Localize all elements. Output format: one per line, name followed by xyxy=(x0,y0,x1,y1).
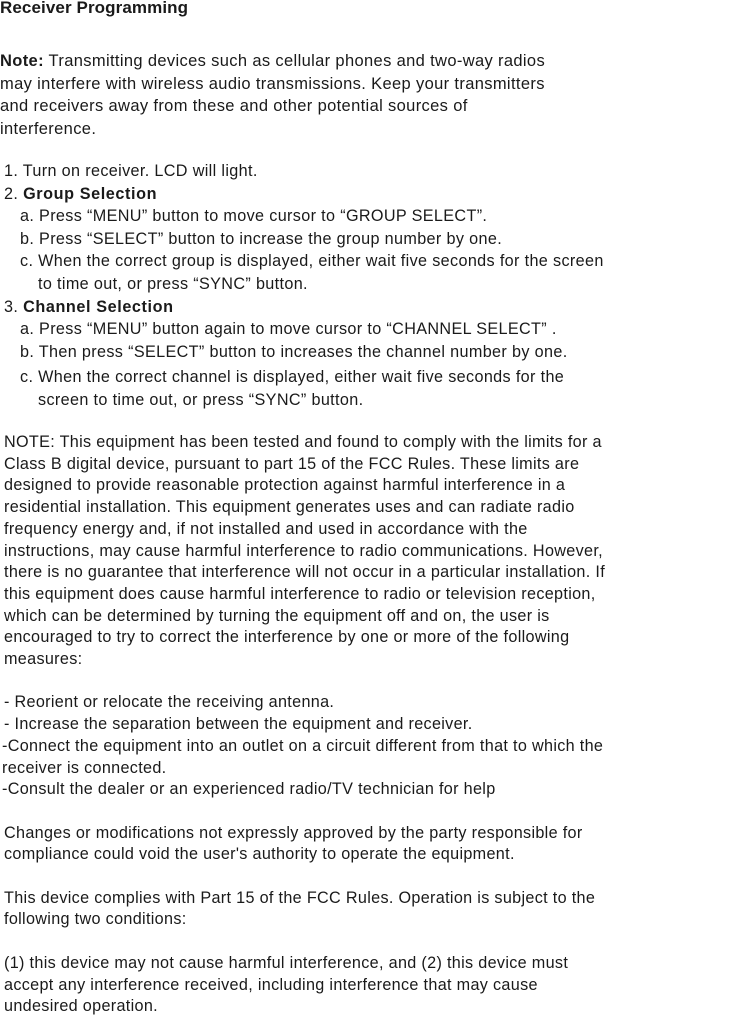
measure-item: -Connect the equipment into an outlet on a circuit different from that to which the xyxy=(2,736,604,755)
measure-item: - Increase the separation between the equipment and receiver. xyxy=(4,715,473,734)
fcc-para-line: Class B digital device, pursuant to part 15 of the FCC Rules. These limits are xyxy=(4,454,580,473)
fcc-para-line: encouraged to try to correct the interference by one or more of the following xyxy=(4,628,570,647)
conditions-line: (1) this device may not cause harmful interference, and (2) this device must xyxy=(4,953,569,972)
note-text: Transmitting devices such as cellular phones and two-way radios xyxy=(43,52,546,70)
fcc-statement xyxy=(4,432,729,1018)
step-3c-continued: screen to time out, or press “SYNC” button. xyxy=(38,390,364,409)
measure-item: -Consult the dealer or an experienced radio/TV technician for help xyxy=(2,780,496,799)
note-line: interference. xyxy=(0,120,97,139)
step-1: 1. Turn on receiver. LCD will light. xyxy=(4,162,258,180)
changes-line: compliance could void the user's authority to operate the equipment. xyxy=(4,845,515,864)
fcc-para-line: measures: xyxy=(4,650,83,669)
fcc-para-line: which can be determined by turning the equipment off and on, the user is xyxy=(4,606,550,625)
page-title: Receiver Programming xyxy=(0,0,189,17)
paragraph-gap xyxy=(4,866,729,888)
step-2b: b. Press “SELECT” button to increase the group number by one. xyxy=(20,229,503,248)
fcc-para-line: this equipment does cause harmful interference to radio or television reception, xyxy=(4,584,596,603)
conditions-line: undesired operation. xyxy=(4,997,158,1016)
step-2c-continued: to time out, or press “SYNC” button. xyxy=(38,274,308,293)
step-2a: a. Press “MENU” button to move cursor to “GROUP SELECT”. xyxy=(20,207,488,226)
measure-item: - Reorient or relocate the receiving antenna. xyxy=(4,693,335,712)
changes-line: Changes or modifications not expressly approved by the party responsible for xyxy=(4,823,583,842)
measure-item-continued: receiver is connected. xyxy=(2,758,167,777)
step-3b: b. Then press “SELECT” button to increases the channel number by one. xyxy=(20,342,568,361)
note-line: and receivers away from these and other potential sources of xyxy=(0,97,468,116)
fcc-para-line: instructions, may cause harmful interference to radio communications. However, xyxy=(4,541,603,560)
interference-note xyxy=(0,50,729,141)
step-3c: c. When the correct channel is displayed, either wait five seconds for the xyxy=(20,368,565,387)
part15-line: This device complies with Part 15 of the FCC Rules. Operation is subject to the xyxy=(4,888,596,907)
paragraph-gap xyxy=(4,931,729,953)
step-2-heading xyxy=(4,183,729,206)
fcc-para-line: there is no guarantee that interference will not occur in a particular installation. If xyxy=(4,563,606,582)
fcc-para-line: residential installation. This equipment generates uses and can radiate radio xyxy=(4,498,575,517)
conditions-line: accept any interference received, including interference that may cause xyxy=(4,975,538,994)
note-line: may interfere with wireless audio transmissions. Keep your transmitters xyxy=(0,74,545,93)
step-2-number: 2. xyxy=(4,184,24,203)
paragraph-gap xyxy=(4,671,729,693)
step-3-heading xyxy=(4,296,729,319)
step-3-number: 3. xyxy=(4,297,24,316)
step-3a: a. Press “MENU” button again to move cursor to “CHANNEL SELECT” . xyxy=(20,320,557,339)
fcc-para-line: designed to provide reasonable protection against harmful interference in a xyxy=(4,476,566,495)
note-label: Note: xyxy=(0,52,44,70)
step-2c: c. When the correct group is displayed, either wait five seconds for the screen xyxy=(20,252,604,271)
fcc-para-line: NOTE: This equipment has been tested and found to comply with the limits for a xyxy=(4,433,602,451)
note-line xyxy=(0,50,729,73)
channel-selection-heading: Channel Selection xyxy=(23,297,174,316)
paragraph-gap xyxy=(4,801,729,823)
programming-steps xyxy=(4,160,729,412)
part15-line: following two conditions: xyxy=(4,910,187,929)
fcc-para-line: frequency energy and, if not installed and used in accordance with the xyxy=(4,519,528,538)
group-selection-heading: Group Selection xyxy=(23,184,158,203)
